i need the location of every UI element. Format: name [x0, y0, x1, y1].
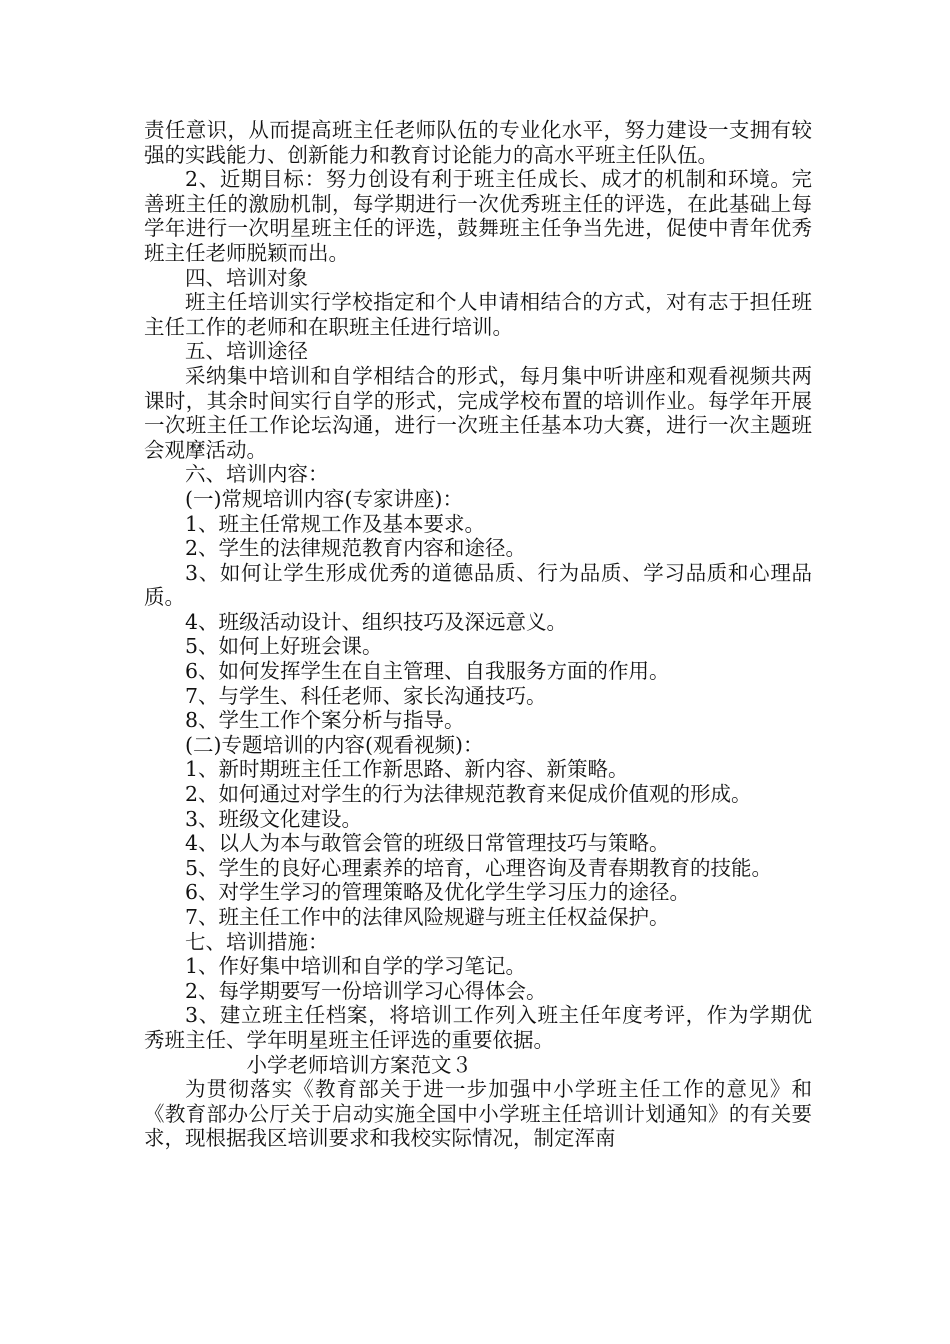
paragraph: 五、培训途径	[185, 339, 308, 364]
paragraph: 2、近期目标：努力创设有利于班主任成长、成才的机制和环境。完善班主任的激励机制，每学期进行一次优秀班主任的评选，在此基础上每学年进行一次明星班主任的评选，鼓舞班主任争当先进，促使中青年优秀班主任老师脱颖而出。	[144, 167, 812, 265]
paragraph: 七、培训措施：	[185, 929, 329, 954]
paragraph: 3、班级文化建设。	[185, 806, 363, 831]
paragraph: 采纳集中培训和自学相结合的形式，每月集中听讲座和观看视频共两课时，其余时间实行自学的形式，完成学校布置的培训作业。每学年开展一次班主任工作论坛沟通，进行一次班主任基本功大赛，进行一次主题班会观摩活动。	[144, 363, 812, 462]
paragraph: 5、学生的良好心理素养的培育，心理咨询及青春期教育的技能。	[185, 855, 773, 880]
paragraph: 1、班主任常规工作及基本要求。	[185, 511, 486, 536]
paragraph: 责任意识，从而提高班主任老师队伍的专业化水平，努力建设一支拥有较强的实践能力、创新能力和教育讨论能力的高水平班主任队伍。	[144, 118, 812, 167]
section-title: 小学老师培训方案范文３	[246, 1052, 472, 1077]
paragraph: 3、如何让学生形成优秀的道德品质、行为品质、学习品质和心理品质。	[144, 560, 812, 610]
paragraph: 4、以人为本与敢管会管的班级日常管理技巧与策略。	[185, 831, 670, 856]
document-body	[144, 118, 812, 1151]
paragraph: (一)常规培训内容(专家讲座)：	[185, 486, 463, 511]
paragraph: 2、每学期要写一份培训学习心得体会。	[185, 978, 547, 1003]
paragraph: 6、对学生学习的管理策略及优化学生学习压力的途径。	[185, 880, 691, 905]
paragraph: 3、建立班主任档案，将培训工作列入班主任年度考评，作为学期优秀班主任、学年明星班主任评选的重要依据。	[144, 1003, 812, 1052]
paragraph: 2、学生的法律规范教育内容和途径。	[185, 536, 527, 561]
paragraph: 7、与学生、科任老师、家长沟通技巧。	[185, 683, 547, 708]
paragraph: 5、如何上好班会课。	[185, 634, 383, 659]
paragraph: 1、作好集中培训和自学的学习笔记。	[185, 954, 527, 979]
paragraph: 4、班级活动设计、组织技巧及深远意义。	[185, 609, 568, 634]
paragraph: 为贯彻落实《教育部关于进一步加强中小学班主任工作的意见》和《教育部办公厅关于启动实施全国中小学班主任培训计划通知》的有关要求，现根据我区培训要求和我校实际情况，制定浑南	[144, 1077, 812, 1151]
paragraph: 四、培训对象	[185, 265, 308, 290]
paragraph: 1、新时期班主任工作新思路、新内容、新策略。	[185, 757, 629, 782]
paragraph: (二)专题培训的内容(观看视频)：	[185, 732, 484, 757]
paragraph: 6、如何发挥学生在自主管理、自我服务方面的作用。	[185, 659, 670, 684]
paragraph: 六、培训内容：	[185, 462, 329, 487]
paragraph: 班主任培训实行学校指定和个人申请相结合的方式，对有志于担任班主任工作的老师和在职班主任进行培训。	[144, 290, 812, 339]
paragraph: 7、班主任工作中的法律风险规避与班主任权益保护。	[185, 905, 670, 929]
paragraph: 2、如何通过对学生的行为法律规范教育来促成价值观的形成。	[185, 782, 752, 807]
paragraph: 8、学生工作个案分析与指导。	[185, 708, 465, 733]
